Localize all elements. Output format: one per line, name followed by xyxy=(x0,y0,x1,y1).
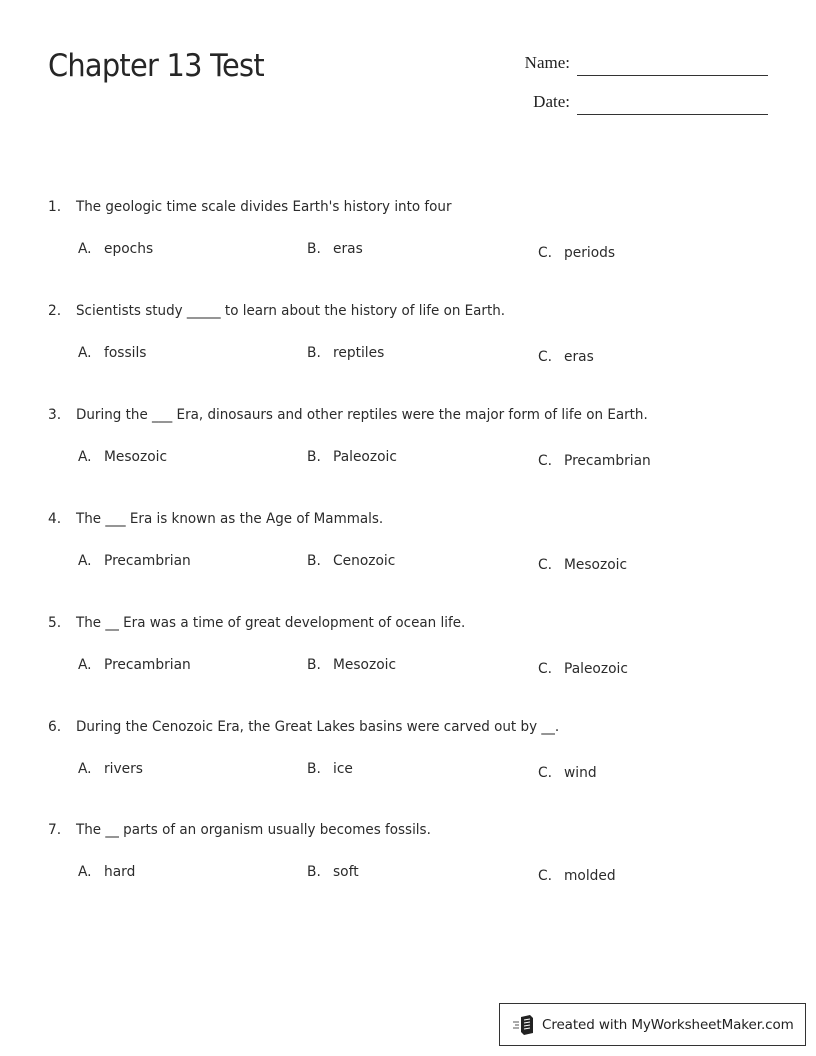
question-text: The __ Era was a time of great development of ocean life. xyxy=(76,615,466,631)
question-number: 2. xyxy=(48,303,62,319)
choice-letter: B. xyxy=(307,864,321,880)
footer-badge[interactable] xyxy=(499,1003,806,1046)
choice-text: ice xyxy=(333,761,353,777)
choice-letter: C. xyxy=(538,661,552,677)
date-input-line[interactable] xyxy=(577,114,768,115)
question-text: The geologic time scale divides Earth's history into four xyxy=(76,199,452,215)
choice-text: Precambrian xyxy=(564,453,651,469)
choice-c[interactable] xyxy=(538,765,598,781)
choice-c[interactable] xyxy=(538,245,618,261)
choice-b[interactable] xyxy=(307,449,400,465)
choice-text: periods xyxy=(564,245,616,261)
choice-a[interactable] xyxy=(78,553,195,569)
choice-text: eras xyxy=(333,241,363,257)
choice-letter: A. xyxy=(78,449,92,465)
choice-b[interactable] xyxy=(307,864,360,880)
choice-letter: B. xyxy=(307,657,321,673)
choice-letter: A. xyxy=(78,657,92,673)
choice-letter: B. xyxy=(307,553,321,569)
question-text: The __ parts of an organism usually becomes fossils. xyxy=(76,822,431,838)
choice-text: eras xyxy=(564,349,594,365)
choice-letter: A. xyxy=(78,761,92,777)
choice-b[interactable] xyxy=(307,553,399,569)
question-number: 7. xyxy=(48,822,62,838)
choice-text: wind xyxy=(564,765,597,781)
choice-text: epochs xyxy=(104,241,154,257)
choice-text: Precambrian xyxy=(104,657,191,673)
choice-text: molded xyxy=(564,868,616,884)
name-label: Name: xyxy=(524,53,570,72)
question-text: During the ___ Era, dinosaurs and other reptiles were the major form of life on Earth. xyxy=(76,407,648,423)
worksheet-maker-logo-icon xyxy=(512,1014,536,1036)
choice-text: rivers xyxy=(104,761,143,777)
question-number: 5. xyxy=(48,615,62,631)
choice-text: Mesozoic xyxy=(564,557,628,573)
choice-text: Mesozoic xyxy=(333,657,397,673)
choice-a[interactable] xyxy=(78,761,145,777)
question-text: Scientists study _____ to learn about the history of life on Earth. xyxy=(76,303,506,319)
choice-text: hard xyxy=(104,864,136,880)
choice-c[interactable] xyxy=(538,453,655,469)
choice-letter: A. xyxy=(78,864,92,880)
footer-text: Created with MyWorksheetMaker.com xyxy=(542,1016,794,1033)
choice-text: Cenozoic xyxy=(333,553,396,569)
question-7 xyxy=(48,822,768,912)
page-title: Chapter 13 Test xyxy=(48,48,264,84)
choice-letter: C. xyxy=(538,245,552,261)
choice-letter: B. xyxy=(307,761,321,777)
choice-text: Mesozoic xyxy=(104,449,168,465)
choice-text: Paleozoic xyxy=(564,661,628,677)
choice-letter: A. xyxy=(78,553,92,569)
name-field xyxy=(500,53,770,83)
choice-a[interactable] xyxy=(78,241,156,257)
choice-a[interactable] xyxy=(78,864,137,880)
choice-letter: A. xyxy=(78,345,92,361)
choice-text: fossils xyxy=(104,345,147,361)
choice-text: Precambrian xyxy=(104,553,191,569)
choice-c[interactable] xyxy=(538,557,630,573)
choice-letter: C. xyxy=(538,868,552,884)
choice-letter: B. xyxy=(307,449,321,465)
choice-text: Paleozoic xyxy=(333,449,397,465)
choice-a[interactable] xyxy=(78,657,195,673)
choice-letter: B. xyxy=(307,345,321,361)
choice-c[interactable] xyxy=(538,349,595,365)
choice-a[interactable] xyxy=(78,449,170,465)
choice-b[interactable] xyxy=(307,241,364,257)
question-number: 4. xyxy=(48,511,62,527)
date-label: Date: xyxy=(533,92,570,111)
choice-b[interactable] xyxy=(307,657,399,673)
question-3 xyxy=(48,407,768,497)
question-number: 1. xyxy=(48,199,62,215)
question-number: 6. xyxy=(48,719,62,735)
question-number: 3. xyxy=(48,407,62,423)
question-text: The ___ Era is known as the Age of Mammals. xyxy=(76,511,384,527)
question-5 xyxy=(48,615,768,705)
choice-letter: C. xyxy=(538,453,552,469)
choice-c[interactable] xyxy=(538,661,631,677)
question-1 xyxy=(48,199,768,289)
name-input-line[interactable] xyxy=(577,75,768,76)
choice-letter: C. xyxy=(538,349,552,365)
choice-a[interactable] xyxy=(78,345,149,361)
choice-letter: C. xyxy=(538,557,552,573)
date-field xyxy=(500,92,770,122)
choice-letter: B. xyxy=(307,241,321,257)
choice-letter: C. xyxy=(538,765,552,781)
question-6 xyxy=(48,719,768,809)
question-2 xyxy=(48,303,768,393)
choice-b[interactable] xyxy=(307,345,387,361)
choice-text: reptiles xyxy=(333,345,385,361)
choice-c[interactable] xyxy=(538,868,618,884)
question-4 xyxy=(48,511,768,601)
choice-text: soft xyxy=(333,864,359,880)
choice-letter: A. xyxy=(78,241,92,257)
question-text: During the Cenozoic Era, the Great Lakes basins were carved out by __. xyxy=(76,719,560,735)
choice-b[interactable] xyxy=(307,761,354,777)
